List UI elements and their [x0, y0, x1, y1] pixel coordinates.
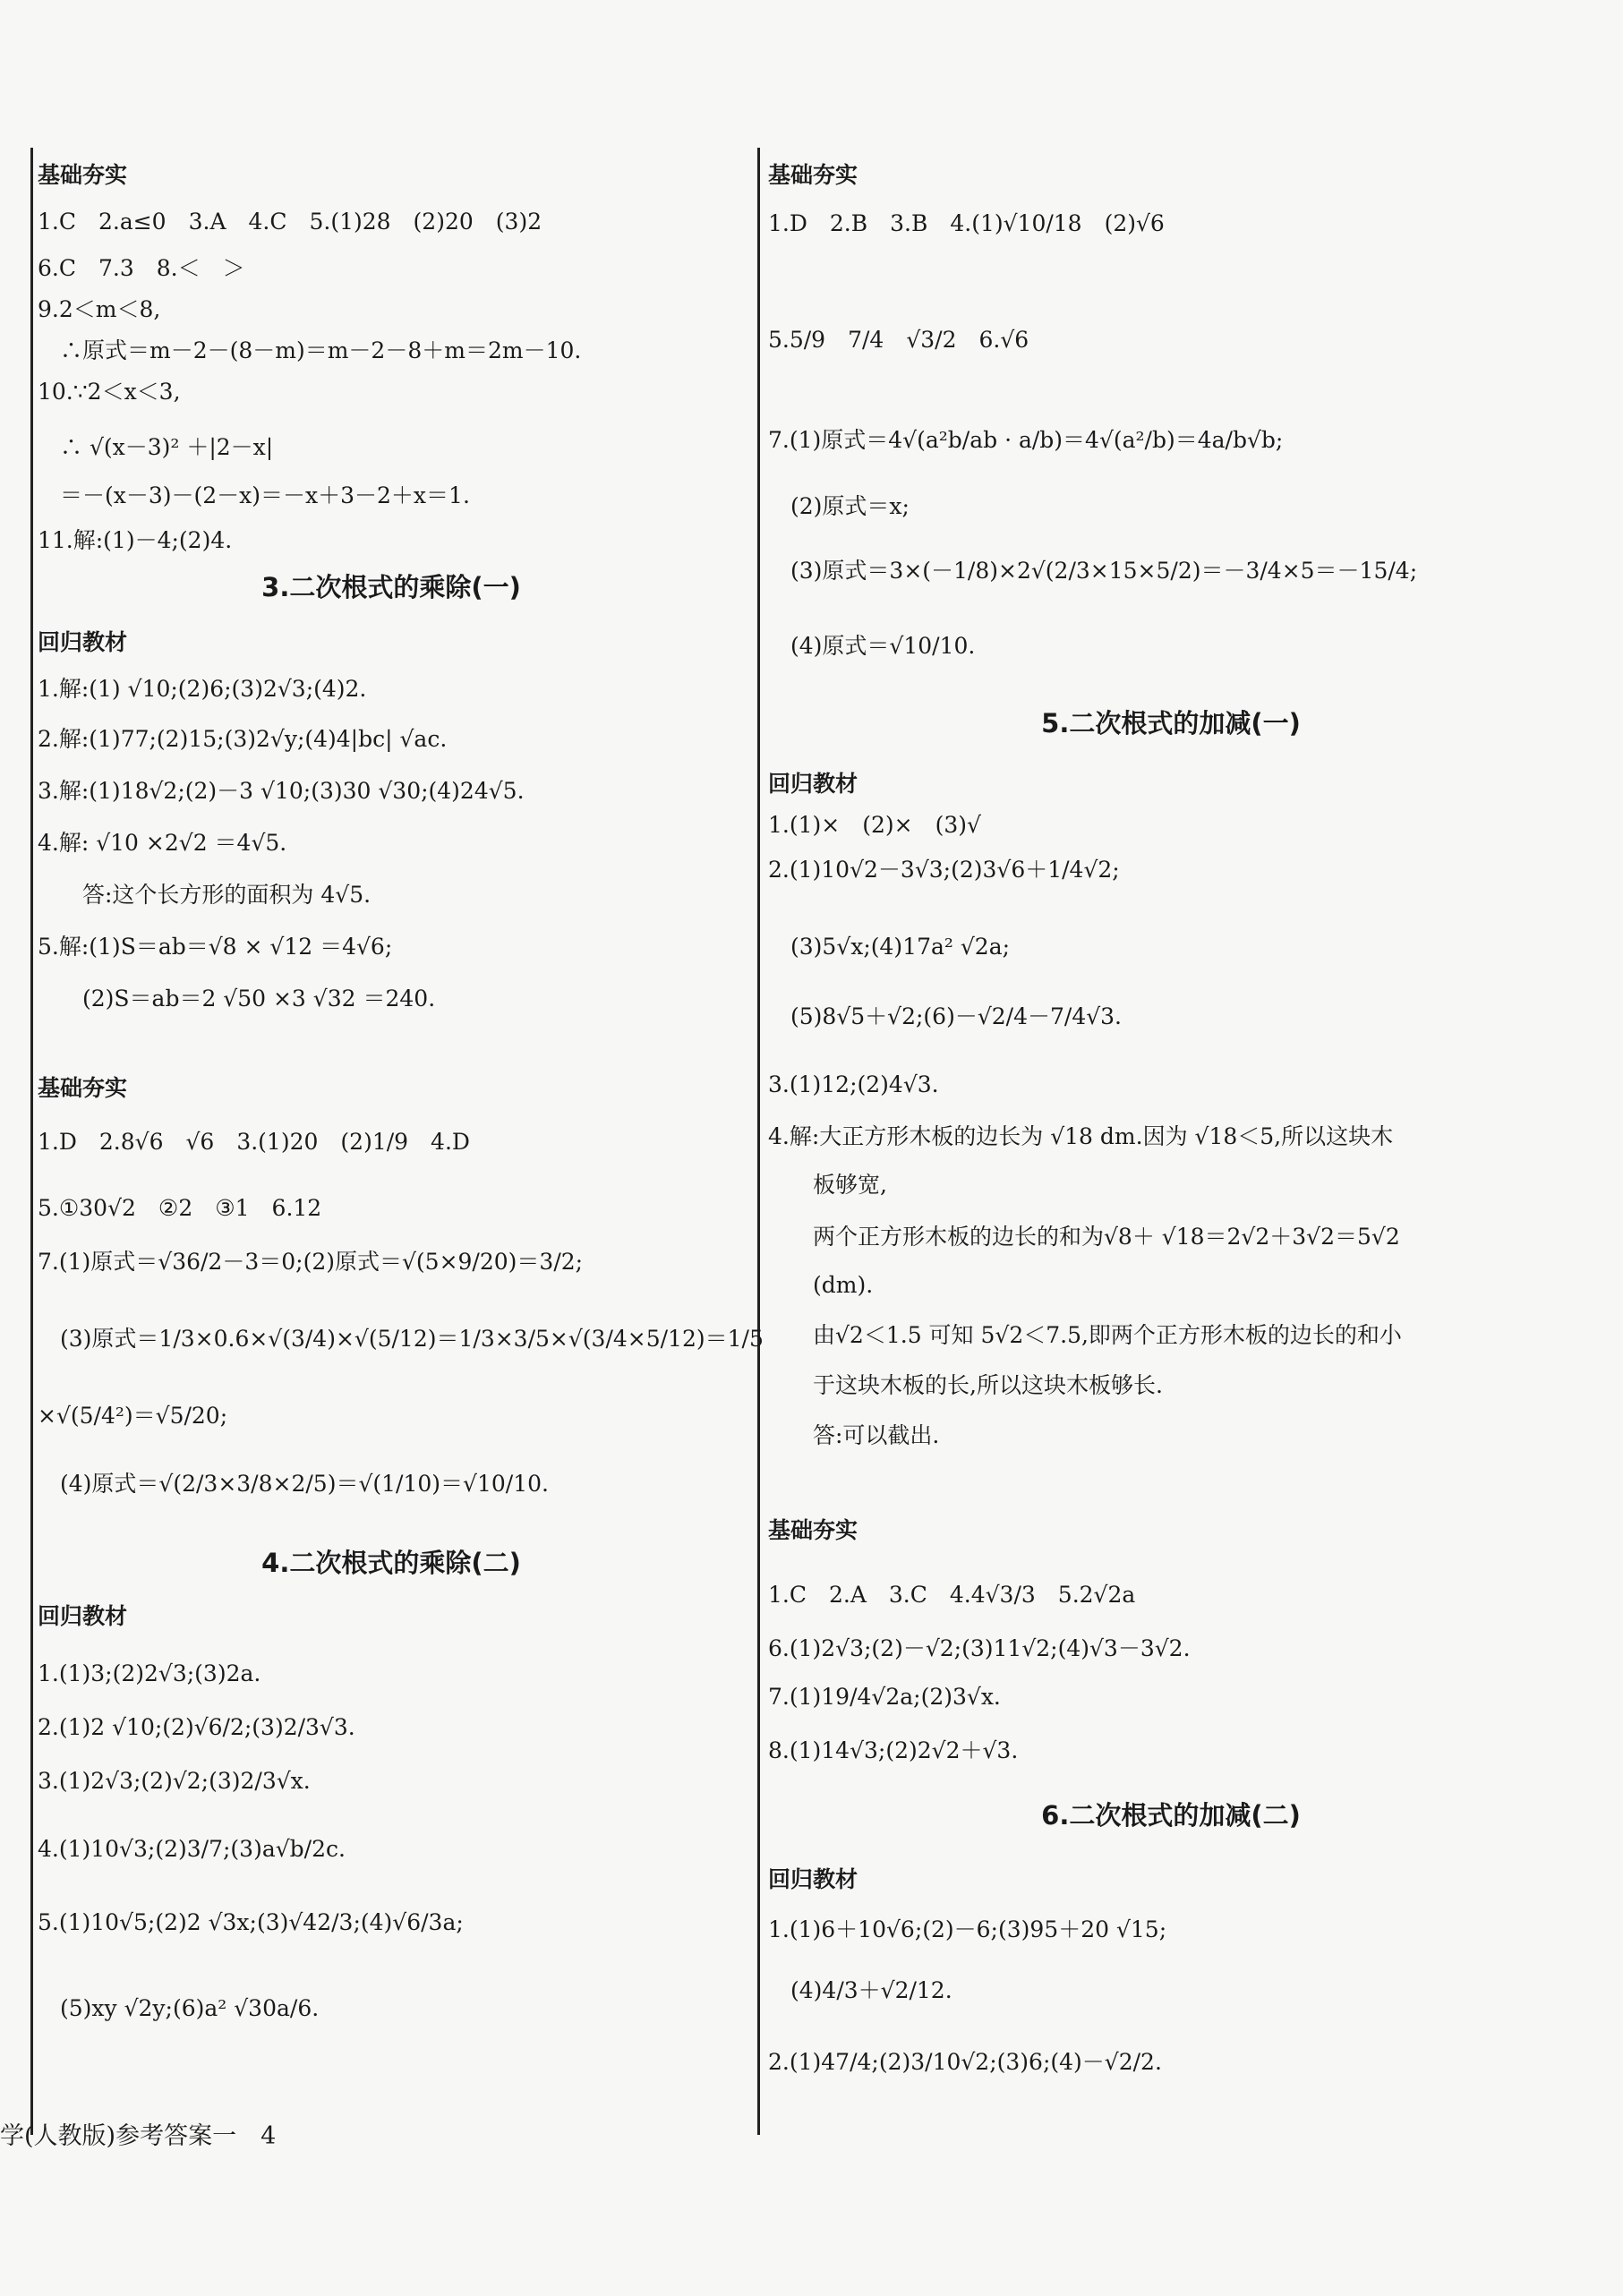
left-section-label: 回归教材: [38, 629, 128, 655]
right-answer-line: (3)原式＝3×(－1/8)×2√(2/3×15×5/2)＝－3/4×5＝－15/4;: [768, 558, 1418, 584]
left-answer-line: 1.(1)3;(2)2√3;(3)2a.: [38, 1660, 261, 1686]
left-answer-line: ∴原式＝m－2－(8－m)＝m－2－8＋m＝2m－10.: [38, 337, 582, 363]
left-answer-line: 9.2＜m＜8,: [38, 296, 161, 322]
left-section-label: 回归教材: [38, 1603, 128, 1629]
left-answer-line: 4.解: √10 ×2√2 ＝4√5.: [38, 830, 287, 856]
right-answer-line: 两个正方形木板的边长的和为√8＋ √18＝2√2＋3√2＝5√2: [768, 1224, 1400, 1250]
left-answer-line: 5.解:(1)S＝ab＝√8 × √12 ＝4√6;: [38, 934, 393, 960]
left-answer-line: 2.(1)2 √10;(2)√6/2;(3)2/3√3.: [38, 1714, 355, 1740]
left-answer-line: (3)原式＝1/3×0.6×√(3/4)×√(5/12)＝1/3×3/5×√(3/4×5/12)＝1/5: [38, 1326, 764, 1352]
left-answer-line: 4.(1)10√3;(2)3/7;(3)a√b/2c.: [38, 1836, 346, 1862]
left-answer-line: 3.解:(1)18√2;(2)－3 √10;(3)30 √30;(4)24√5.: [38, 778, 525, 804]
right-answer-line: (4)原式＝√10/10.: [768, 633, 976, 659]
right-answer-line: 8.(1)14√3;(2)2√2＋√3.: [768, 1737, 1019, 1763]
right-section-label: 回归教材: [768, 771, 858, 797]
left-answer-line: ×√(5/4²)＝√5/20;: [38, 1403, 228, 1429]
right-answer-line: 7.(1)19/4√2a;(2)3√x.: [768, 1684, 1001, 1710]
right-section-label: 基础夯实: [768, 162, 858, 188]
left-answer-line: 1.D 2.8√6 √6 3.(1)20 (2)1/9 4.D: [38, 1129, 470, 1155]
right-answer-line: 7.(1)原式＝4√(a²b/ab · a/b)＝4√(a²/b)＝4a/b√b;: [768, 427, 1284, 453]
page-footer: 学(人教版)参考答案一 4: [0, 2122, 277, 2150]
left-section-title: 3.二次根式的乘除(一): [261, 572, 521, 602]
right-section-label: 回归教材: [768, 1866, 858, 1892]
center-column-rule: [757, 148, 760, 2135]
right-answer-line: 1.(1)6＋10√6;(2)－6;(3)95＋20 √15;: [768, 1916, 1167, 1942]
left-column-rule: [30, 148, 33, 2135]
left-answer-line: 答:这个长方形的面积为 4√5.: [38, 882, 372, 908]
left-section-label: 基础夯实: [38, 1075, 128, 1101]
left-answer-line: (2)S＝ab＝2 √50 ×3 √32 ＝240.: [38, 986, 436, 1011]
left-answer-line: 1.解:(1) √10;(2)6;(3)2√3;(4)2.: [38, 676, 367, 702]
left-answer-line: (5)xy √2y;(6)a² √30a/6.: [38, 1995, 320, 2021]
right-answer-line: 于这块木板的长,所以这块木板够长.: [768, 1372, 1163, 1398]
right-answer-line: 1.(1)× (2)× (3)√: [768, 812, 981, 838]
right-answer-line: (3)5√x;(4)17a² √2a;: [768, 934, 1011, 960]
left-answer-line: 7.(1)原式＝√36/2－3＝0;(2)原式＝√(5×9/20)＝3/2;: [38, 1249, 584, 1275]
left-answer-line: 2.解:(1)77;(2)15;(3)2√y;(4)4|bc| √ac.: [38, 726, 448, 752]
left-answer-line: 3.(1)2√3;(2)√2;(3)2/3√x.: [38, 1768, 311, 1794]
right-section-title: 5.二次根式的加减(一): [1041, 708, 1301, 738]
right-answer-line: 6.(1)2√3;(2)－√2;(3)11√2;(4)√3－3√2.: [768, 1635, 1191, 1661]
left-section-title: 4.二次根式的乘除(二): [261, 1548, 521, 1578]
right-answer-line: 2.(1)47/4;(2)3/10√2;(3)6;(4)－√2/2.: [768, 2049, 1162, 2075]
right-section-title: 6.二次根式的加减(二): [1041, 1800, 1301, 1831]
right-answer-line: 1.C 2.A 3.C 4.4√3/3 5.2√2a: [768, 1582, 1136, 1608]
left-answer-line: 1.C 2.a≤0 3.A 4.C 5.(1)28 (2)20 (3)2: [38, 209, 542, 235]
left-section-label: 基础夯实: [38, 162, 128, 188]
left-answer-line: (4)原式＝√(2/3×3/8×2/5)＝√(1/10)＝√10/10.: [38, 1471, 549, 1497]
right-answer-line: 答:可以截出.: [768, 1422, 940, 1448]
left-answer-line: ∴ √(x－3)² ＋|2－x|: [38, 434, 274, 460]
right-section-label: 基础夯实: [768, 1517, 858, 1543]
right-answer-line: 2.(1)10√2－3√3;(2)3√6＋1/4√2;: [768, 857, 1120, 883]
left-answer-line: 11.解:(1)－4;(2)4.: [38, 527, 233, 553]
right-answer-line: 板够宽,: [768, 1172, 887, 1198]
right-answer-line: 3.(1)12;(2)4√3.: [768, 1071, 939, 1097]
right-answer-line: (5)8√5＋√2;(6)－√2/4－7/4√3.: [768, 1003, 1123, 1029]
right-answer-line: 1.D 2.B 3.B 4.(1)√10/18 (2)√6: [768, 210, 1165, 236]
right-answer-line: (4)4/3＋√2/12.: [768, 1977, 952, 2003]
left-answer-line: ＝－(x－3)－(2－x)＝－x＋3－2＋x＝1.: [38, 482, 470, 508]
left-answer-line: 5.(1)10√5;(2)2 √3x;(3)√42/3;(4)√6/3a;: [38, 1909, 464, 1935]
right-answer-line: 5.5/9 7/4 √3/2 6.√6: [768, 327, 1029, 353]
right-answer-line: (2)原式＝x;: [768, 493, 910, 519]
right-answer-line: 由√2＜1.5 可知 5√2＜7.5,即两个正方形木板的边长的和小: [768, 1322, 1402, 1348]
right-answer-line: (dm).: [768, 1272, 874, 1298]
left-answer-line: 10.∵2＜x＜3,: [38, 379, 181, 405]
left-answer-line: 6.C 7.3 8.＜ ＞: [38, 255, 245, 281]
right-answer-line: 4.解:大正方形木板的边长为 √18 dm.因为 √18＜5,所以这块木: [768, 1123, 1394, 1149]
left-answer-line: 5.①30√2 ②2 ③1 6.12: [38, 1195, 322, 1221]
